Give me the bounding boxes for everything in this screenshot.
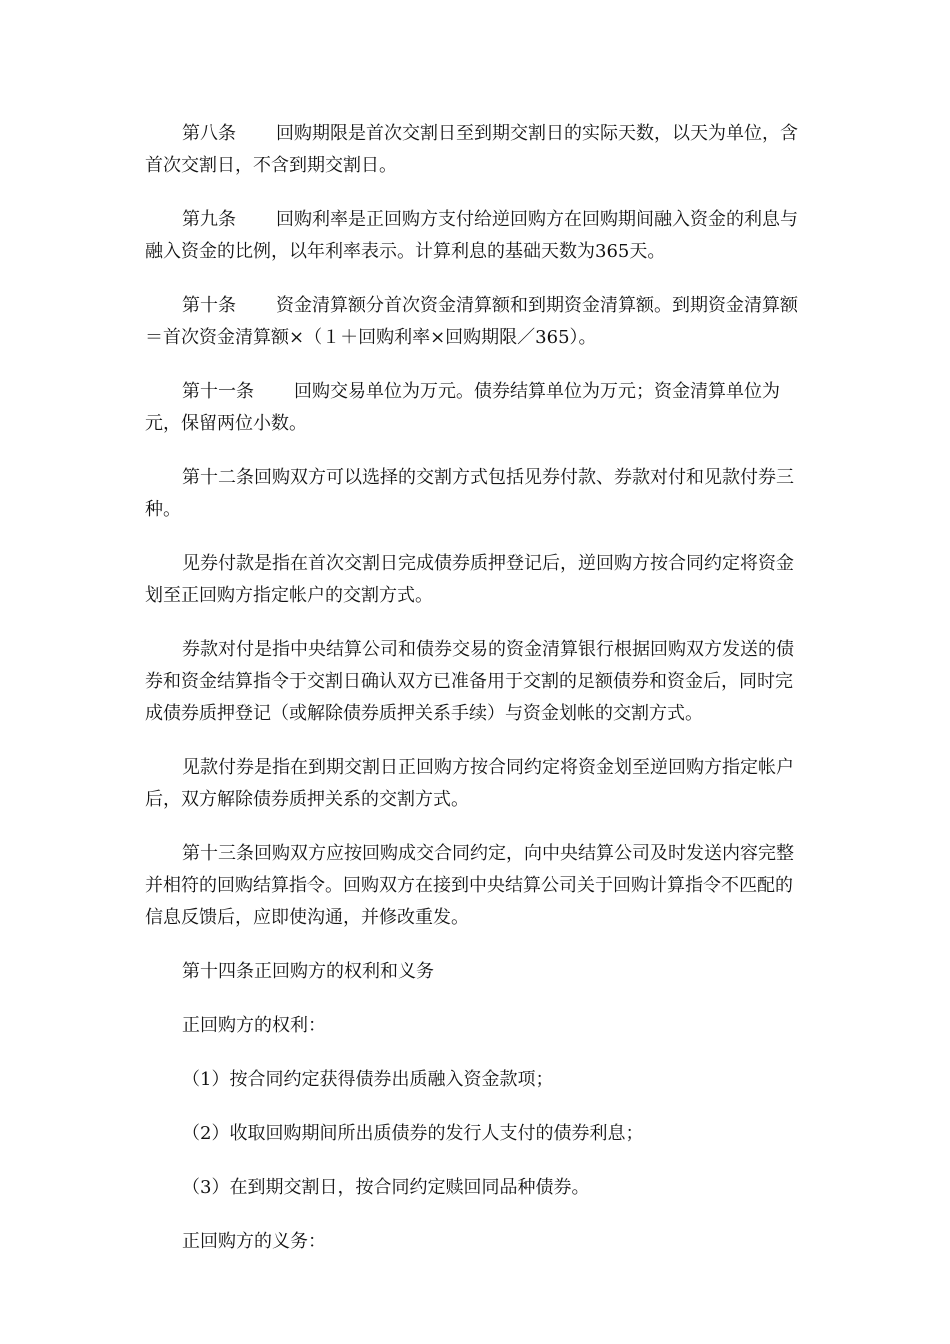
article-13-paragraph: 第十三条回购双方应按回购成交合同约定，向中央结算公司及时发送内容完整并相符的回购结算指令。回购双方在接到中央结算公司关于回购计算指令不匹配的信息反馈后，应即使沟通，并修改重发。 (145, 843, 794, 928)
article-text: 回购交易单位为万元。债券结算单位为万元；资金清算单位为元，保留两位小数。 (145, 381, 780, 434)
rights-heading: 正回购方的权利： (182, 1015, 326, 1036)
article-text: 回购期限是首次交割日至到期交割日的实际天数，以天为单位，含首次交割日，不含到期交割日。 (145, 123, 798, 176)
article-9-paragraph (145, 204, 810, 268)
document-body (145, 118, 810, 1280)
article-8-paragraph (145, 118, 810, 182)
obligations-heading: 正回购方的义务： (182, 1231, 326, 1252)
article-text: 回购利率是正回购方支付给逆回购方在回购期间融入资金的利息与融入资金的比例，以年利率表示。计算利息的基础天数为365天。 (145, 209, 798, 262)
rights-item-1: （1）按合同约定获得债券出质融入资金款项； (182, 1069, 554, 1090)
article-label: 第八条 (182, 123, 236, 144)
article-11-paragraph (145, 376, 810, 440)
article-12-paragraph: 第十二条回购双方可以选择的交割方式包括见券付款、券款对付和见款付券三种。 (145, 467, 794, 520)
rights-item-2: （2）收取回购期间所出质债券的发行人支付的债券利息； (182, 1123, 644, 1144)
article-text: 资金清算额分首次资金清算额和到期资金清算额。到期资金清算额＝首次资金清算额×（１＋回购利率×回购期限／365）。 (145, 295, 798, 348)
article-label: 第十条 (182, 295, 236, 316)
delivery-method-dvp-both-paragraph: 券款对付是指中央结算公司和债券交易的资金清算银行根据回购双方发送的债券和资金结算指令于交割日确认双方已准备用于交割的足额债券和资金后，同时完成债券质押登记（或解除债券质押关系手续）与资金划帐的交割方式。 (145, 639, 794, 724)
delivery-method-dvp-paragraph: 见券付款是指在首次交割日完成债券质押登记后，逆回购方按合同约定将资金划至正回购方指定帐户的交割方式。 (145, 553, 794, 606)
article-14-heading: 第十四条正回购方的权利和义务 (182, 961, 434, 982)
delivery-method-pvd-paragraph: 见款付券是指在到期交割日正回购方按合同约定将资金划至逆回购方指定帐户后，双方解除债券质押关系的交割方式。 (145, 757, 794, 810)
article-label: 第十一条 (182, 381, 254, 402)
article-label: 第九条 (182, 209, 236, 230)
rights-item-3: （3）在到期交割日，按合同约定赎回同品种债券。 (182, 1177, 590, 1198)
article-10-paragraph (145, 290, 810, 354)
